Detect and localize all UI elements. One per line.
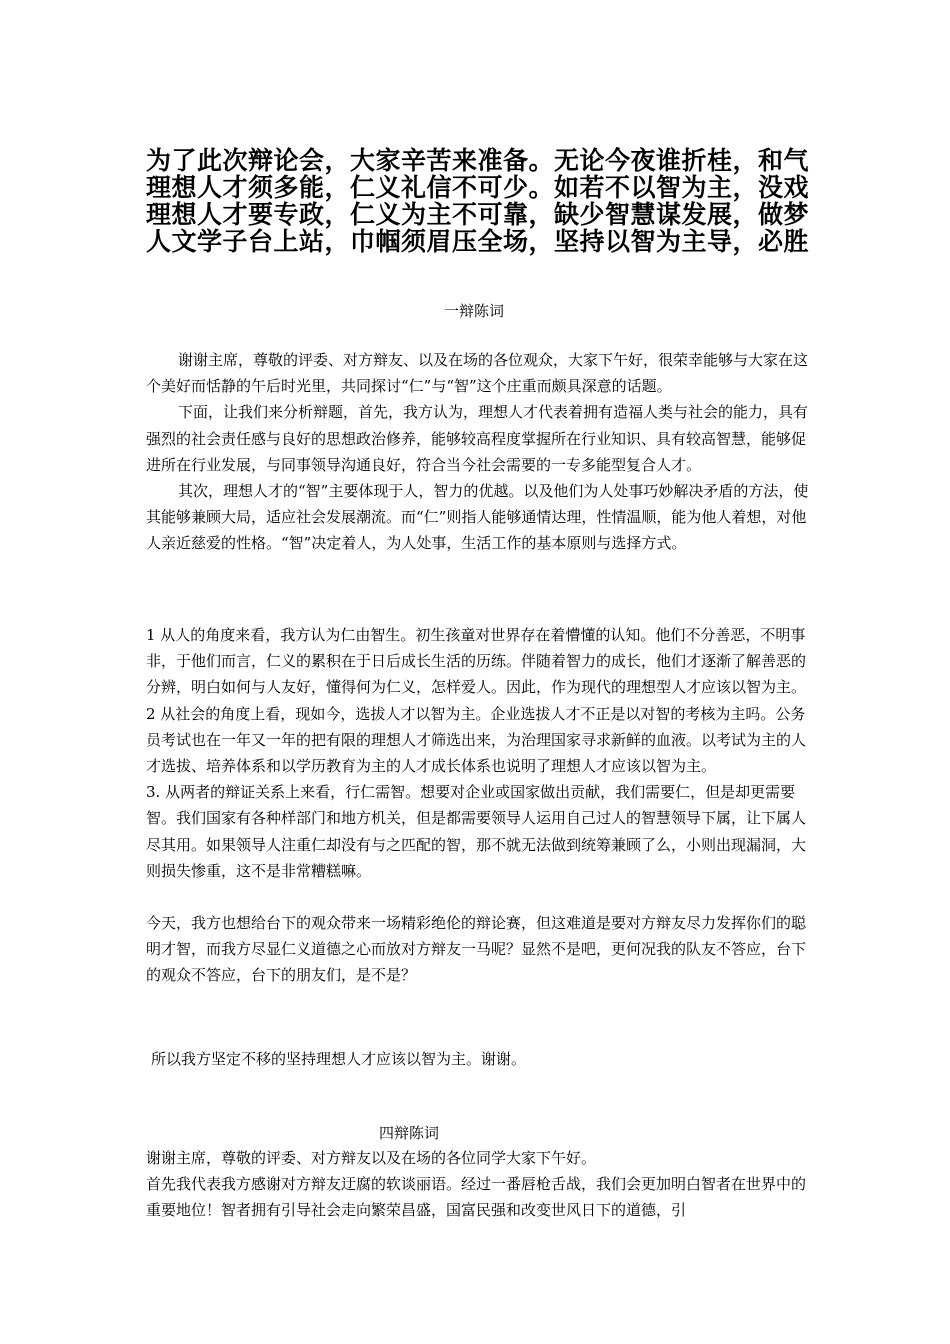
paragraph: 谢谢主席，尊敬的评委、对方辩友、以及在场的各位观众，大家下午好，很荣幸能够与大家在这个美好而恬静的午后时光里，共同探讨“仁”与“智”这个庄重而颇具深意的话题。 [146, 351, 809, 396]
final-paragraph: 所以我方坚定不移的坚持理想人才应该以智为主。谢谢。 [151, 1050, 527, 1068]
closing-paragraph: 今天，我方也想给台下的观众带来一场精彩绝伦的辩论赛，但这难道是要对方辩友尽力发挥你们的聪明才智，而我方尽显仁义道德之心而放对方辩友一马呢？显然不是吧，更何况我的队友不答应，台下的观众不答应，台下的朋友们，是不是？ [146, 914, 807, 985]
paragraph: 首先我代表我方感谢对方辩友迂腐的软谈丽语。经过一番唇枪舌战，我们会更加明白智者在世界中的重要地位！智者拥有引导社会走向繁荣昌盛，国富民强和改变世风日下的道德，引 [146, 1175, 807, 1220]
point-paragraph: 3. 从两者的辩证关系上来看，行仁需智。想要对企业或国家做出贡献，我们需要仁，但是却更需要智。我们国家有各种样部门和地方机关，但是都需要领导人运用自己过人的智慧领导下属，让下属人尽其用。如果领导人注重仁却没有与之匹配的智，那不就无法做到统筹兼顾了么，小则出现漏洞，大则损失惨重，这不是非常糟糕嘛。 [146, 783, 807, 880]
paragraph: 其次，理想人才的“智”主要体现于人，智力的优越。以及他们为人处事巧妙解决矛盾的方法，使其能够兼顾大局，适应社会发展潮流。而“仁”则指人能够通情达理，性情温顺，能为他人着想，对他人亲近慈爱的性格。“智”决定着人，为人处事，生活工作的基本原则与选择方式。 [146, 482, 809, 553]
first-speech-final [151, 1046, 816, 1072]
poem-line: 为了此次辩论会，大家辛苦来准备。无论今夜谁折桂，和气 [146, 146, 810, 175]
poem-line: 人文学子台上站，巾帼须眉压全场，坚持以智为主导，必胜 [146, 227, 810, 256]
point-paragraph: 2 从社会的角度上看，现如今，选拔人才以智为主。企业选拔人才不正是以对智的考核为主吗。公务员考试也在一年又一年的把有限的理想人才筛选出来，为治理国家寻求新鲜的血液。以考试为主的人才选拔、培养体系和以学历教育为主的人才成长体系也说明了理想人才应该以智为主。 [146, 704, 807, 776]
paragraph: 下面，让我们来分析辩题，首先，我方认为，理想人才代表着拥有造福人类与社会的能力，具有强烈的社会责任感与良好的思想政治修养，能够较高程度掌握所在行业知识、具有较高智慧，能够促进所在行业发展，与同事领导沟通良好，符合当今社会需要的一专多能型复合人才。 [146, 403, 809, 474]
fourth-speech-title: 四辩陈词 [379, 1124, 440, 1142]
poem-line: 理想人才要专政，仁义为主不可靠，缺少智慧谋发展，做梦 [146, 200, 810, 229]
poem-line: 理想人才须多能，仁义礼信不可少。如若不以智为主，没戏 [146, 173, 810, 202]
paragraph: 谢谢主席，尊敬的评委、对方辩友以及在场的各位同学大家下午好。 [146, 1149, 597, 1167]
first-speech-intro [146, 347, 811, 557]
poem-block [146, 147, 826, 255]
first-speech-points [146, 622, 811, 989]
point-paragraph: 1 从人的角度来看，我方认为仁由智生。初生孩童对世界存在着懵懂的认知。他们不分善恶，不明事非，于他们而言，仁义的累积在于日后成长生活的历练。伴随着智力的成长，他们才逐渐了解善恶的分辨，明白如何与人友好，懂得何为仁义，怎样爱人。因此，作为现代的理想型人才应该以智为主。 [146, 626, 807, 697]
first-speech-title: 一辩陈词 [444, 302, 505, 320]
fourth-speech-body [146, 1145, 811, 1224]
